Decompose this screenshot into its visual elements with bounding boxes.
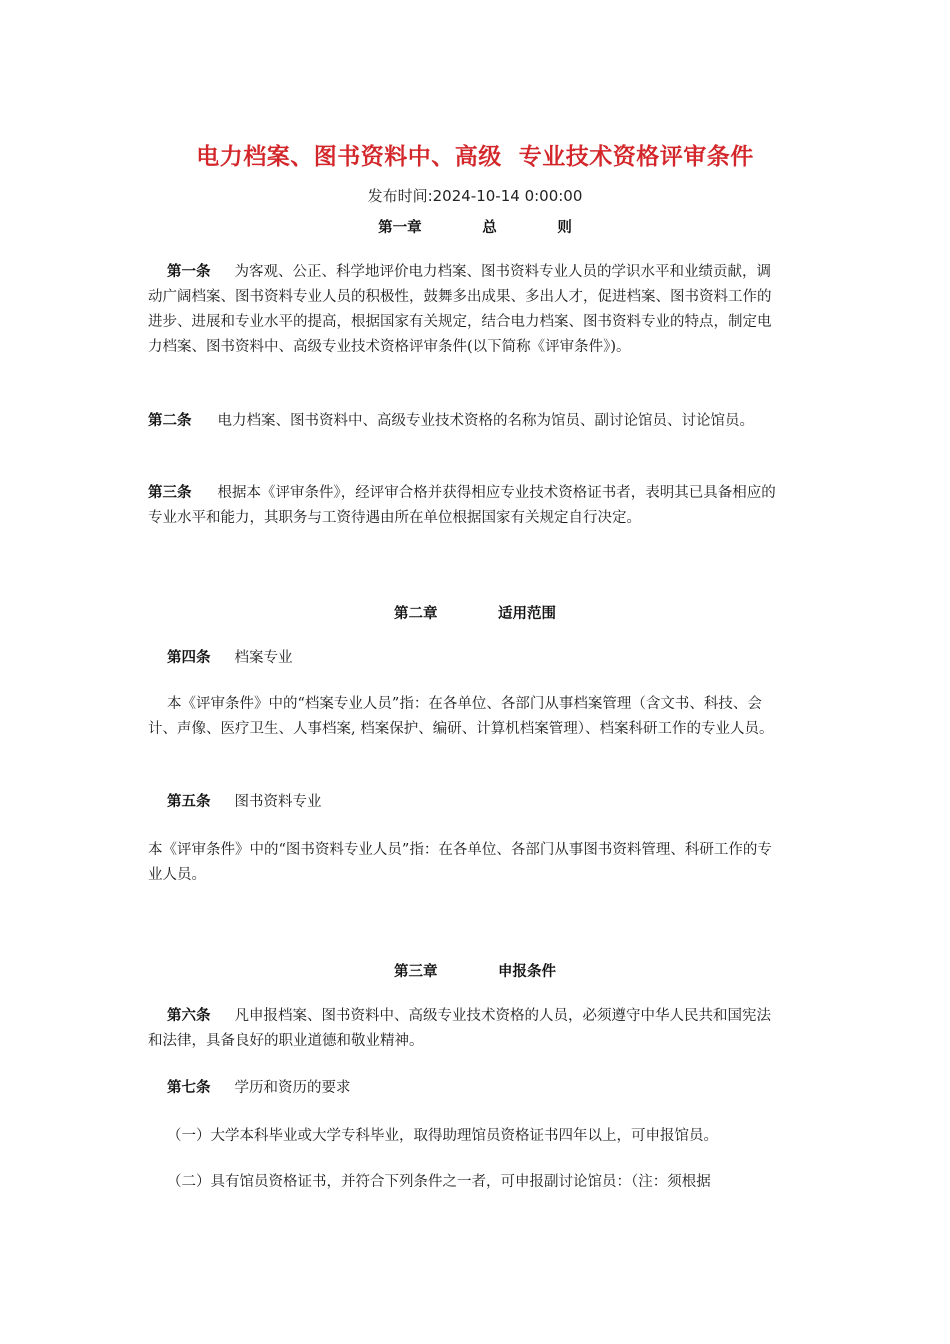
article-5 xyxy=(148,790,784,815)
article-3 xyxy=(148,481,784,531)
article-1-label: 第一条 xyxy=(167,264,211,280)
chapter-3-heading: 第三章 申报条件 xyxy=(393,964,557,980)
requirement-item-1-text: （一）大学本科毕业或大学专科毕业，取得助理馆员资格证书四年以上，可申报馆员。 xyxy=(167,1128,718,1144)
article-4 xyxy=(148,646,784,671)
article-5-text: 图书资料专业 xyxy=(234,794,322,810)
article-2 xyxy=(148,409,784,434)
article-6-label: 第六条 xyxy=(167,1008,211,1024)
chapter-1-heading: 第一章 总 则 xyxy=(378,220,572,236)
chapter-2-heading: 第二章 适用范围 xyxy=(393,606,557,622)
article-6 xyxy=(148,1004,784,1054)
article-4-definition-text: 本《评审条件》中的“档案专业人员”指：在各单位、各部门从事档案管理（含文书、科技、会计、声像、医疗卫生、人事档案, 档案保护、编研、计算机档案管理）、档案科研工作的专业人员。 xyxy=(148,696,774,737)
article-1-text: 为客观、公正、科学地评价电力档案、图书资料专业人员的学识水平和业绩贡献，调动广阔档案、图书资料专业人员的积极性，鼓舞多出成果、多出人才，促进档案、图书资料工作的进步、进展和专业水平的提高，根据国家有关规定，结合电力档案、图书资料专业的特点，制定电力档案、图书资料中、高级专业技术资格评审条件(以下简称《评审条件》)。 xyxy=(148,264,772,355)
article-7-text: 学历和资历的要求 xyxy=(234,1080,351,1096)
article-2-label: 第二条 xyxy=(148,413,192,429)
article-2-text: 电力档案、图书资料中、高级专业技术资格的名称为馆员、副讨论馆员、讨论馆员。 xyxy=(217,413,754,429)
requirement-item-1 xyxy=(148,1124,784,1149)
article-5-definition-text: 本《评审条件》中的“图书资料专业人员”指：在各单位、各部门从事图书资料管理、科研工作的专业人员。 xyxy=(148,842,772,883)
document-title: 电力档案、图书资料中、高级 专业技术资格评审条件 xyxy=(196,144,754,170)
article-6-text: 凡申报档案、图书资料中、高级专业技术资格的人员，必须遵守中华人民共和国宪法和法律，具备良好的职业道德和敬业精神。 xyxy=(148,1008,771,1049)
article-5-definition xyxy=(148,838,784,888)
article-7 xyxy=(148,1076,784,1101)
requirement-item-2-text: （二）具有馆员资格证书，并符合下列条件之一者，可申报副讨论馆员：（注：须根据 xyxy=(167,1174,711,1190)
article-4-text: 档案专业 xyxy=(234,650,293,666)
requirement-item-2 xyxy=(148,1170,784,1195)
article-7-label: 第七条 xyxy=(167,1080,211,1096)
article-1 xyxy=(148,260,784,360)
article-3-label: 第三条 xyxy=(148,485,192,501)
publish-time: 发布时间:2024-10-14 0:00:00 xyxy=(367,187,583,205)
article-3-text: 根据本《评审条件》，经评审合格并获得相应专业技术资格证书者，表明其已具备相应的专业水平和能力，其职务与工资待遇由所在单位根据国家有关规定自行决定。 xyxy=(148,485,776,526)
article-5-label: 第五条 xyxy=(167,794,211,810)
article-4-label: 第四条 xyxy=(167,650,211,666)
article-4-definition xyxy=(148,692,784,742)
